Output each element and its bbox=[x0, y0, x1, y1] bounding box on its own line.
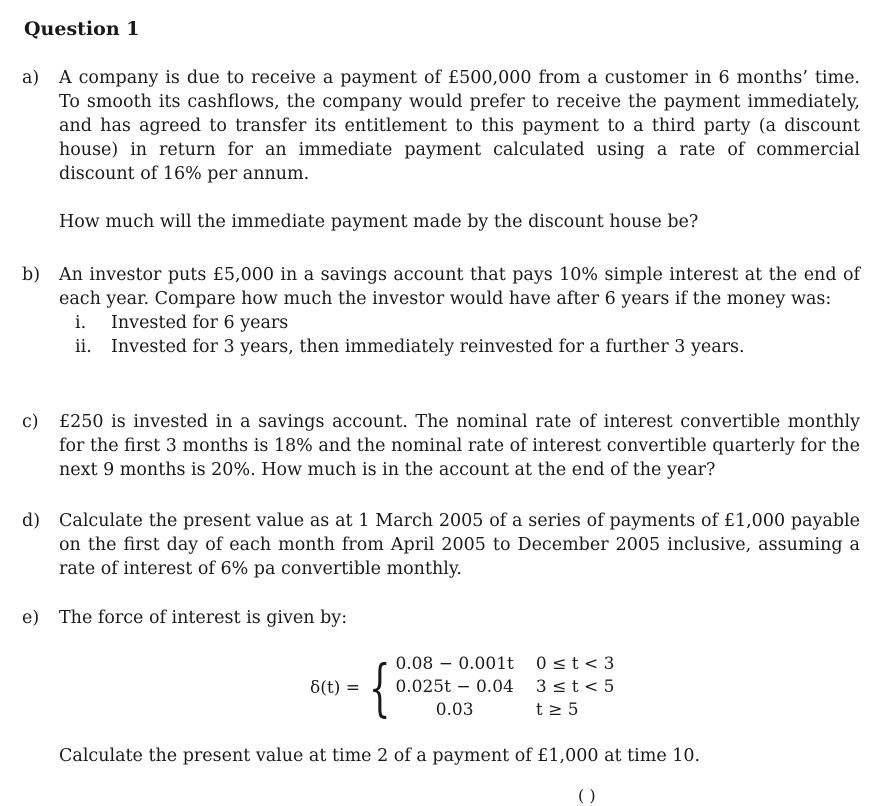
sub-item bbox=[59, 311, 860, 335]
question-part-a bbox=[22, 66, 860, 234]
case-condition: 3 ≤ t < 5 bbox=[535, 677, 615, 697]
cut-off-text-fragment: ( ) bbox=[578, 786, 596, 805]
question-title: Question 1 bbox=[24, 18, 140, 40]
sub-item-text: Invested for 3 years, then immediately reinvested for a further 3 years. bbox=[111, 337, 745, 357]
case-expression: 0.03 bbox=[435, 700, 474, 720]
part-marker: b) bbox=[22, 265, 41, 285]
question-part-b bbox=[22, 263, 860, 359]
sub-item-number: ii. bbox=[75, 337, 92, 357]
question-part-c bbox=[22, 410, 860, 482]
formula-cases bbox=[395, 653, 614, 722]
part-e-text: The force of interest is given by: bbox=[59, 608, 348, 628]
part-e-question: Calculate the present value at time 2 of a payment of £1,000 at time 10. bbox=[59, 746, 701, 766]
part-c-text: £250 is invested in a savings account. The nominal rate of interest convertible monthly for the first 3 months is 18% and the nominal rate of interest convertible quarterly for the next 9 months is 20%. How much is in the account at the end of the year? bbox=[59, 412, 860, 480]
part-d-text: Calculate the present value as at 1 March 2005 of a series of payments of £1,000 payable on the first day of each month from April 2005 to December 2005 inclusive, assuming a rate of interest of 6% pa convertible monthly. bbox=[59, 511, 860, 579]
case-expression: 0.08 − 0.001t bbox=[395, 654, 514, 674]
part-marker: d) bbox=[22, 511, 41, 531]
case-expression: 0.025t − 0.04 bbox=[395, 677, 514, 697]
part-marker: e) bbox=[22, 608, 40, 628]
part-a-question: How much will the immediate payment made by the discount house be? bbox=[59, 212, 699, 232]
part-b-text: An investor puts £5,000 in a savings account that pays 10% simple interest at the end of each year. Compare how much the investor would have after 6 years if the money was: bbox=[59, 265, 860, 309]
case-condition: 0 ≤ t < 3 bbox=[535, 654, 615, 674]
formula-lhs: δ(t) = bbox=[310, 677, 360, 698]
sub-item-text: Invested for 6 years bbox=[111, 313, 289, 333]
sub-item bbox=[59, 335, 860, 359]
question-part-e bbox=[22, 606, 860, 630]
part-marker: c) bbox=[22, 412, 39, 432]
question-part-d bbox=[22, 509, 860, 581]
sub-item-number: i. bbox=[75, 313, 87, 333]
part-marker: a) bbox=[22, 68, 40, 88]
force-of-interest-formula bbox=[310, 650, 615, 724]
case-condition: t ≥ 5 bbox=[535, 700, 579, 720]
part-a-text: A company is due to receive a payment of £500,000 from a customer in 6 months’ time. To smooth its cashflows, the company would prefer to receive the payment immediately, and has agreed to transfer its entitlement to this payment to a third party (a discount house) in return for an immediate payment calculated using a rate of commercial discount of 16% per annum. bbox=[59, 68, 860, 184]
left-brace: { bbox=[368, 650, 391, 724]
